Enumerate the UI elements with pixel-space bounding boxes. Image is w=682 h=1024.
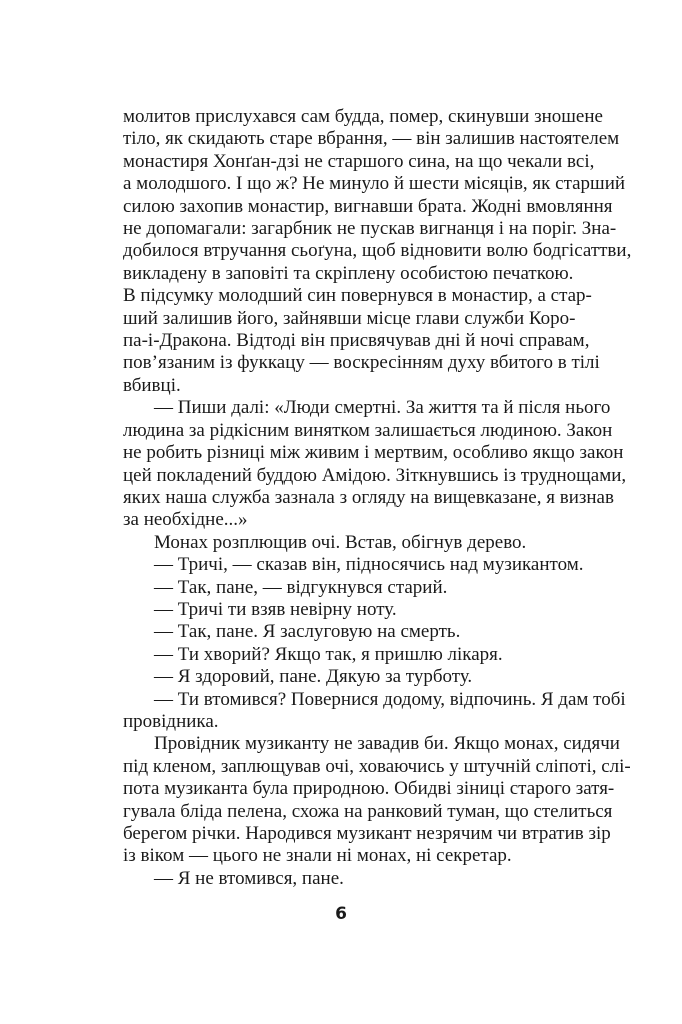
- text-line: тіло, як скидають старе вбрання, — він залишив настоятелем: [123, 128, 620, 150]
- text-line: В підсумку молодший син повернувся в монастир, а стар-: [123, 285, 592, 307]
- text-line: — Я здоровий, пане. Дякую за турботу.: [154, 666, 473, 688]
- text-line: пота музиканта була природною. Обидві зіниці старого затя-: [123, 778, 615, 800]
- text-line: під кленом, заплющував очі, ховаючись у штучній сліпоті, слі-: [123, 755, 631, 777]
- text-line: добилося втручання сьоґуна, щоб відновити волю бодгісаттви,: [123, 240, 632, 262]
- text-line: цей покладений буддою Амідою. Зіткнувшись із труднощами,: [123, 464, 627, 486]
- text-line: силою захопив монастир, вигнавши брата. Жодні вмовляння: [123, 195, 613, 217]
- text-line: за необхідне...»: [123, 509, 248, 531]
- text-line: ший залишив його, зайнявши місце глави служби Коро-: [123, 307, 576, 329]
- text-line: берегом річки. Народився музикант незрячим чи втратив зір: [123, 823, 611, 844]
- text-line: викладену в заповіті та скріплену особистою печаткою.: [123, 262, 574, 284]
- text-line: па-і-Дракона. Відтоді він присвячував дні й ночі справам,: [123, 330, 590, 352]
- text-line: із віком — цього не знали ні монах, ні секретар.: [123, 845, 512, 867]
- text-line: не допомагали: загарбник не пускав вигнанця і на поріг. Зна-: [123, 218, 617, 240]
- text-line: — Так, пане. Я заслуговую на смерть.: [154, 621, 461, 643]
- text-line: молитов прислухався сам будда, помер, скинувши зношене: [123, 106, 603, 127]
- text-line: — Пиши далі: «Люди смертні. За життя та й після нього: [154, 397, 611, 419]
- text-line: — Ти хворий? Якщо так, я пришлю лікаря.: [154, 643, 503, 665]
- text-line: людина за рідкісним винятком залишається людиною. Закон: [123, 419, 613, 441]
- text-line: — Тричі ти взяв невірну ноту.: [154, 598, 397, 620]
- body-text: [123, 106, 632, 890]
- page-number: 6: [335, 904, 347, 924]
- text-line: пов’язаним із фуккацу — воскресінням духу вбитого в тілі: [123, 352, 600, 374]
- text-line: Провідник музиканту не завадив би. Якщо монах, сидячи: [154, 733, 620, 755]
- text-line: — Тричі, — сказав він, підносячись над музикантом.: [154, 554, 584, 576]
- text-line: а молодшого. І що ж? Не минуло й шести місяців, як старший: [123, 173, 626, 195]
- text-line: — Так, пане, — відгукнувся старий.: [154, 576, 448, 598]
- text-line: провідника.: [123, 710, 219, 732]
- text-line: — Ти втомився? Повернися додому, відпочинь. Я дам тобі: [154, 688, 626, 710]
- text-line: — Я не втомився, пане.: [154, 867, 344, 889]
- text-line: не робить різниці між живим і мертвим, особливо якщо закон: [123, 442, 624, 464]
- text-line: монастиря Хонґан-дзі не старшого сина, на що чекали всі,: [123, 150, 595, 172]
- text-line: гувала бліда пелена, схожа на ранковий туман, що стелиться: [123, 800, 613, 822]
- text-line: вбивці.: [123, 374, 181, 396]
- text-line: яких наша служба зазнала з огляду на вищевказане, я визнав: [123, 486, 614, 508]
- text-line: Монах розплющив очі. Встав, обігнув дерево.: [154, 531, 527, 553]
